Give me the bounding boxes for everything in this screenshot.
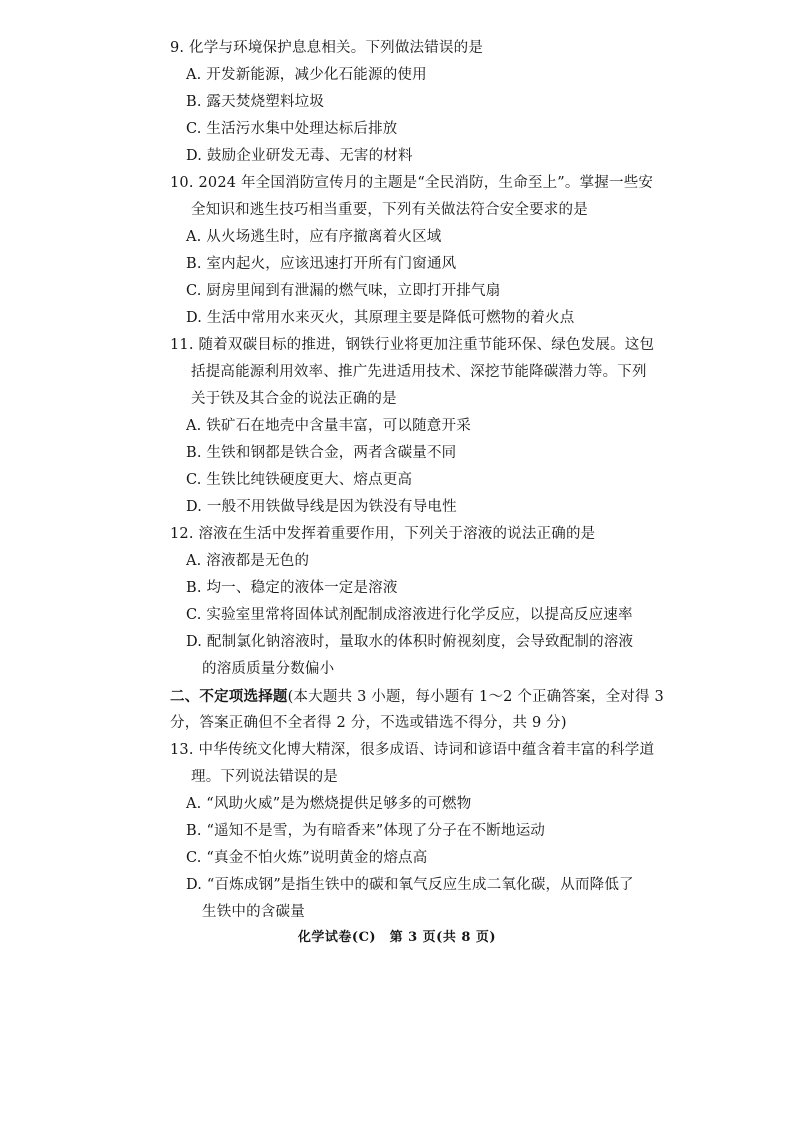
- option-b: B. “遥知不是雪，为有暗香来”体现了分子在不断地运动: [186, 823, 546, 839]
- option-c: C. 实验室里常将固体试剂配制成溶液进行化学反应，以提高反应速率: [186, 607, 633, 623]
- option-b: B. 生铁和钢都是铁合金，两者含碳量不同: [186, 445, 457, 461]
- question-stem-continued: 理。下列说法错误的是: [191, 769, 338, 785]
- question-stem-continued: 全知识和逃生技巧相当重要，下列有关做法符合安全要求的是: [191, 202, 588, 218]
- question-stem: 12. 溶液在生活中发挥着重要作用，下列关于溶液的说法正确的是: [170, 526, 596, 542]
- question-11: [0, 332, 794, 521]
- option-a: A. 从火场逃生时，应有序撤离着火区域: [186, 229, 442, 245]
- option-d: D. 一般不用铁做导线是因为铁没有导电性: [186, 499, 457, 515]
- option-c: C. 厨房里闻到有泄漏的燃气味，立即打开排气扇: [186, 283, 501, 299]
- option-b: B. 露天焚烧塑料垃圾: [186, 94, 325, 110]
- question-stem: 11. 随着双碳目标的推进，钢铁行业将更加注重节能环保、绿色发展。这包: [170, 337, 655, 353]
- option-a: A. 溶液都是无色的: [186, 553, 310, 569]
- section-title: 二、不定项选择题: [170, 688, 288, 705]
- option-a: A. 开发新能源，减少化石能源的使用: [186, 67, 427, 83]
- option-d-continued: 生铁中的含碳量: [202, 904, 305, 920]
- question-9: [0, 35, 794, 170]
- option-d-continued: 的溶质质量分数偏小: [202, 661, 335, 677]
- question-13: [0, 737, 794, 926]
- section-2-header: [0, 683, 794, 737]
- option-a: A. 铁矿石在地壳中含量丰富，可以随意开采: [186, 418, 471, 434]
- option-b: B. 均一、稳定的液体一定是溶液: [186, 580, 398, 596]
- option-c: C. 生活污水集中处理达标后排放: [186, 121, 398, 137]
- page-footer: 化学试卷(C) 第 3 页(共 8 页): [297, 930, 497, 945]
- section-title-line: [170, 683, 794, 710]
- section-rule: (本大题共 3 小题，每小题有 1～2 个正确答案，全对得 3: [287, 689, 664, 705]
- option-c: C. 生铁比纯铁硬度更大、熔点更高: [186, 472, 413, 488]
- option-d: D. 鼓励企业研发无毒、无害的材料: [186, 148, 413, 164]
- option-d: D. 配制氯化钠溶液时，量取水的体积时俯视刻度，会导致配制的溶液: [186, 634, 634, 650]
- question-12: [0, 521, 794, 683]
- section-rule-continued: 分，答案正确但不全者得 2 分，不选或错选不得分，共 9 分): [170, 715, 567, 731]
- option-d: D. 生活中常用水来灭火，其原理主要是降低可燃物的着火点: [186, 310, 575, 326]
- option-c: C. “真金不怕火炼”说明黄金的熔点高: [186, 850, 428, 866]
- question-10: [0, 170, 794, 332]
- question-stem-continued: 关于铁及其合金的说法正确的是: [191, 391, 397, 407]
- question-stem-continued: 括提高能源利用效率、推广先进适用技术、深挖节能降碳潜力等。下列: [191, 364, 647, 380]
- option-a: A. “风助火威”是为燃烧提供足够多的可燃物: [186, 796, 472, 812]
- question-stem: 10. 2024 年全国消防宣传月的主题是“全民消防，生命至上”。掌握一些安: [170, 175, 654, 191]
- option-b: B. 室内起火，应该迅速打开所有门窗通风: [186, 256, 457, 272]
- question-stem: 9. 化学与环境保护息息相关。下列做法错误的是: [170, 40, 484, 56]
- question-stem: 13. 中华传统文化博大精深，很多成语、诗词和谚语中蕴含着丰富的科学道: [170, 742, 655, 758]
- option-d: D. “百炼成钢”是指生铁中的碳和氧气反应生成二氧化碳，从而降低了: [186, 877, 634, 893]
